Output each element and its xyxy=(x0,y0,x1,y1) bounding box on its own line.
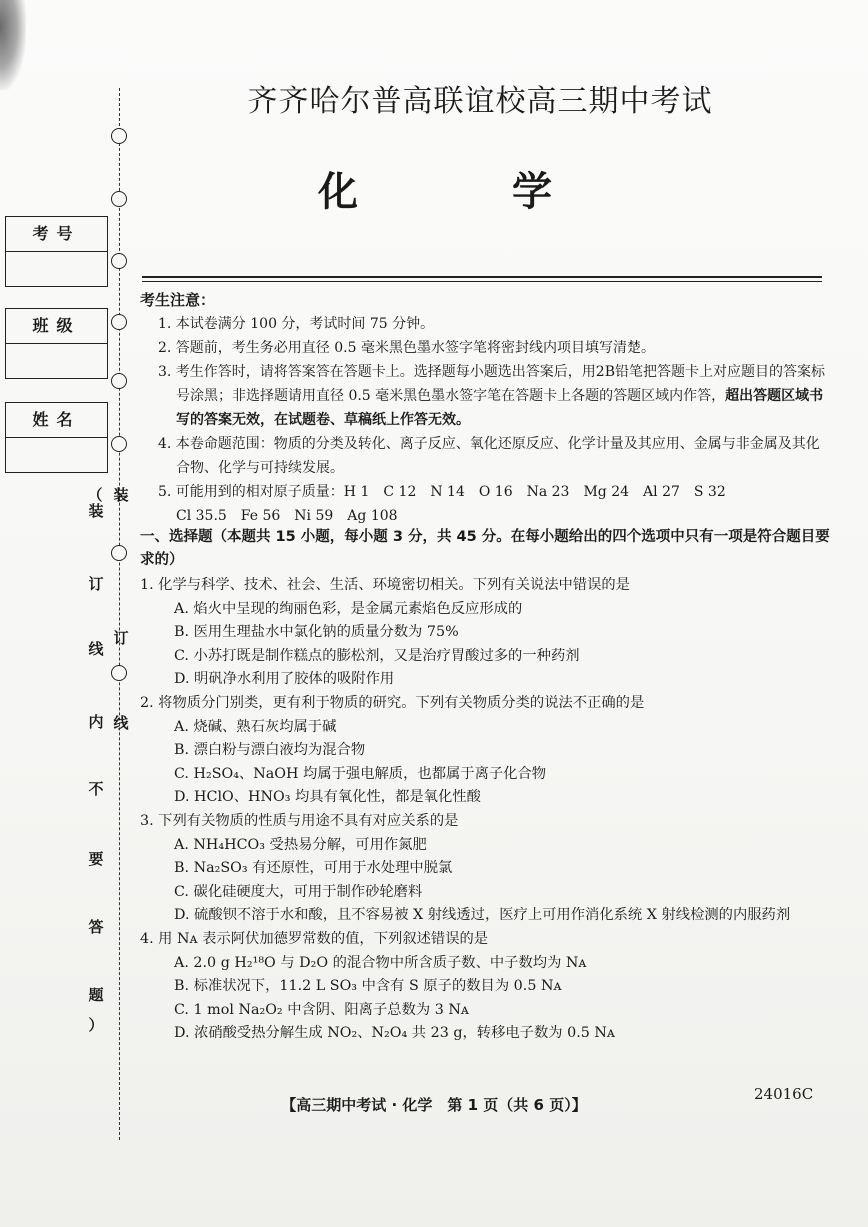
question-option: B. 医用生理盐水中氯化钠的质量分数为 75% xyxy=(174,624,459,641)
notice-item xyxy=(140,360,830,432)
question-stem: 1. 化学与科学、技术、社会、生活、环境密切相关。下列有关说法中错误的是 xyxy=(140,577,630,593)
header-rule xyxy=(142,276,822,278)
binding-note-char: 内 xyxy=(88,713,104,731)
binding-hole-icon xyxy=(111,314,127,330)
question-option: B. Na₂SO₃ 有还原性，可用于水处理中脱氯 xyxy=(174,860,453,877)
binding-note-char: 订 xyxy=(88,575,104,593)
question-item xyxy=(140,810,830,928)
notice-item: 2. 答题前，考生务必用直径 0.5 毫米黑色墨水签字笔将密封线内项目填写清楚。 xyxy=(158,340,655,356)
notice-item: 4. 本卷命题范围：物质的分类及转化、离子反应、氧化还原反应、化学计量及其应用、金属与非金属及其化合物、化学与可持续发展。 xyxy=(158,436,820,476)
question-stem: 4. 用 Nᴀ 表示阿伏加德罗常数的值，下列叙述错误的是 xyxy=(140,930,489,947)
question-option: B. 标准状况下，11.2 L SO₃ 中含有 S 原子的数目为 0.5 Nᴀ xyxy=(174,978,562,995)
header-rule-thin xyxy=(142,281,822,282)
question-option: B. 漂白粉与漂白液均为混合物 xyxy=(174,742,366,759)
binding-note-char: 答 xyxy=(88,918,104,936)
name-label: 姓名 xyxy=(6,403,107,438)
binding-dashed-line xyxy=(119,88,120,1140)
name-box xyxy=(5,402,108,473)
name-field[interactable] xyxy=(6,438,107,472)
binding-note-char: 线 xyxy=(88,640,104,658)
binding-note-char: ） xyxy=(88,1016,104,1034)
exam-number-field[interactable] xyxy=(6,252,107,286)
binding-hole-icon xyxy=(111,373,127,389)
binding-hole-icon xyxy=(111,436,127,452)
notice-item: 1. 本试卷满分 100 分，考试时间 75 分钟。 xyxy=(158,316,435,332)
class-label: 班级 xyxy=(6,309,107,344)
question-option: C. H₂SO₄、NaOH 均属于强电解质，也都属于离子化合物 xyxy=(174,765,547,782)
binding-note-char: 要 xyxy=(88,850,104,868)
notice-emphasis: 超出答题区域书写的答案无效，在试题卷、草稿纸上作答无效。 xyxy=(176,388,824,428)
paper-code: 24016C xyxy=(754,1085,814,1103)
section-heading: 一、选择题（本题共 15 小题，每小题 3 分，共 45 分。在每小题给出的四个选项中只有一项是符合题目要求的） xyxy=(140,529,830,568)
binding-note-char: 不 xyxy=(88,780,104,798)
class-box xyxy=(5,308,108,379)
binding-note-char: 题 xyxy=(88,986,104,1004)
binding-hole-icon xyxy=(111,665,127,681)
question-option: A. NH₄HCO₃ 受热易分解，可用作氮肥 xyxy=(174,836,427,853)
notice-item-text: 3. 考生作答时，请将答案答在答题卡上。选择题每小题选出答案后，用2B铅笔把答题卡上对应题目的答案标号涂黑；非选择题请用直径 0.5 毫米黑色墨水签字笔在答题卡上各题的答题区域内作答， xyxy=(158,364,826,404)
binding-line-char: 订 xyxy=(113,629,129,647)
binding-line-char: 线 xyxy=(113,714,129,732)
question-option: A. 焰火中呈现的绚丽色彩，是金属元素焰色反应形成的 xyxy=(174,600,523,617)
notice-heading: 考生注意： xyxy=(140,291,216,309)
question-option: D. 硫酸钡不溶于水和酸，且不容易被 X 射线透过，医疗上可用作消化系统 X 射线检测的内服药剂 xyxy=(174,907,791,924)
notice-item: 5. 可能用到的相对原子质量：H 1 C 12 N 14 O 16 Na 23 Mg 24 Al 27 S 32 xyxy=(158,484,726,500)
question-option: A. 2.0 g H₂¹⁸O 与 D₂O 的混合物中所含质子数、中子数均为 Nᴀ xyxy=(174,954,587,971)
question-item xyxy=(140,574,830,692)
binding-hole-icon xyxy=(111,128,127,144)
exam-title: 齐齐哈尔普高联谊校高三期中考试 xyxy=(247,84,713,119)
exam-number-box xyxy=(5,216,108,287)
binding-note-char: 装 xyxy=(88,502,104,520)
binding-note-char: （ xyxy=(87,486,103,504)
question-item xyxy=(140,692,830,810)
question-option: D. HClO、HNO₃ 均具有氧化性，都是氧化性酸 xyxy=(174,789,481,806)
question-option: A. 烧碱、熟石灰均属于碱 xyxy=(174,718,337,735)
page-footer: 【高三期中考试 · 化学 第 1 页（共 6 页）】 xyxy=(281,1096,587,1114)
exam-notice xyxy=(140,288,830,528)
question-stem: 3. 下列有关物质的性质与用途不具有对应关系的是 xyxy=(140,812,459,829)
binding-line-char: 装 xyxy=(113,486,129,504)
question-option: C. 1 mol Na₂O₂ 中含阴、阳离子总数为 3 Nᴀ xyxy=(174,1001,469,1018)
question-option: C. 小苏打既是制作糕点的膨松剂，又是治疗胃酸过多的一种药剂 xyxy=(174,647,580,664)
question-item xyxy=(140,928,830,1046)
exam-number-label: 考号 xyxy=(6,217,107,252)
class-field[interactable] xyxy=(6,344,107,378)
binding-hole-icon xyxy=(111,545,127,561)
question-option: D. 浓硝酸受热分解生成 NO₂、N₂O₄ 共 23 g，转移电子数为 0.5 Nᴀ xyxy=(174,1025,615,1042)
question-option: C. 碳化硅硬度大，可用于制作砂轮磨料 xyxy=(174,883,423,900)
subject-title: 化 学 xyxy=(318,169,622,215)
binding-hole-icon xyxy=(111,253,127,269)
question-list xyxy=(140,574,830,1046)
question-option: D. 明矾净水利用了胶体的吸附作用 xyxy=(174,671,395,688)
notice-item: Cl 35.5 Fe 56 Ni 59 Ag 108 xyxy=(176,508,398,524)
question-stem: 2. 将物质分门别类，更有利于物质的研究。下列有关物质分类的说法不正确的是 xyxy=(140,694,645,711)
